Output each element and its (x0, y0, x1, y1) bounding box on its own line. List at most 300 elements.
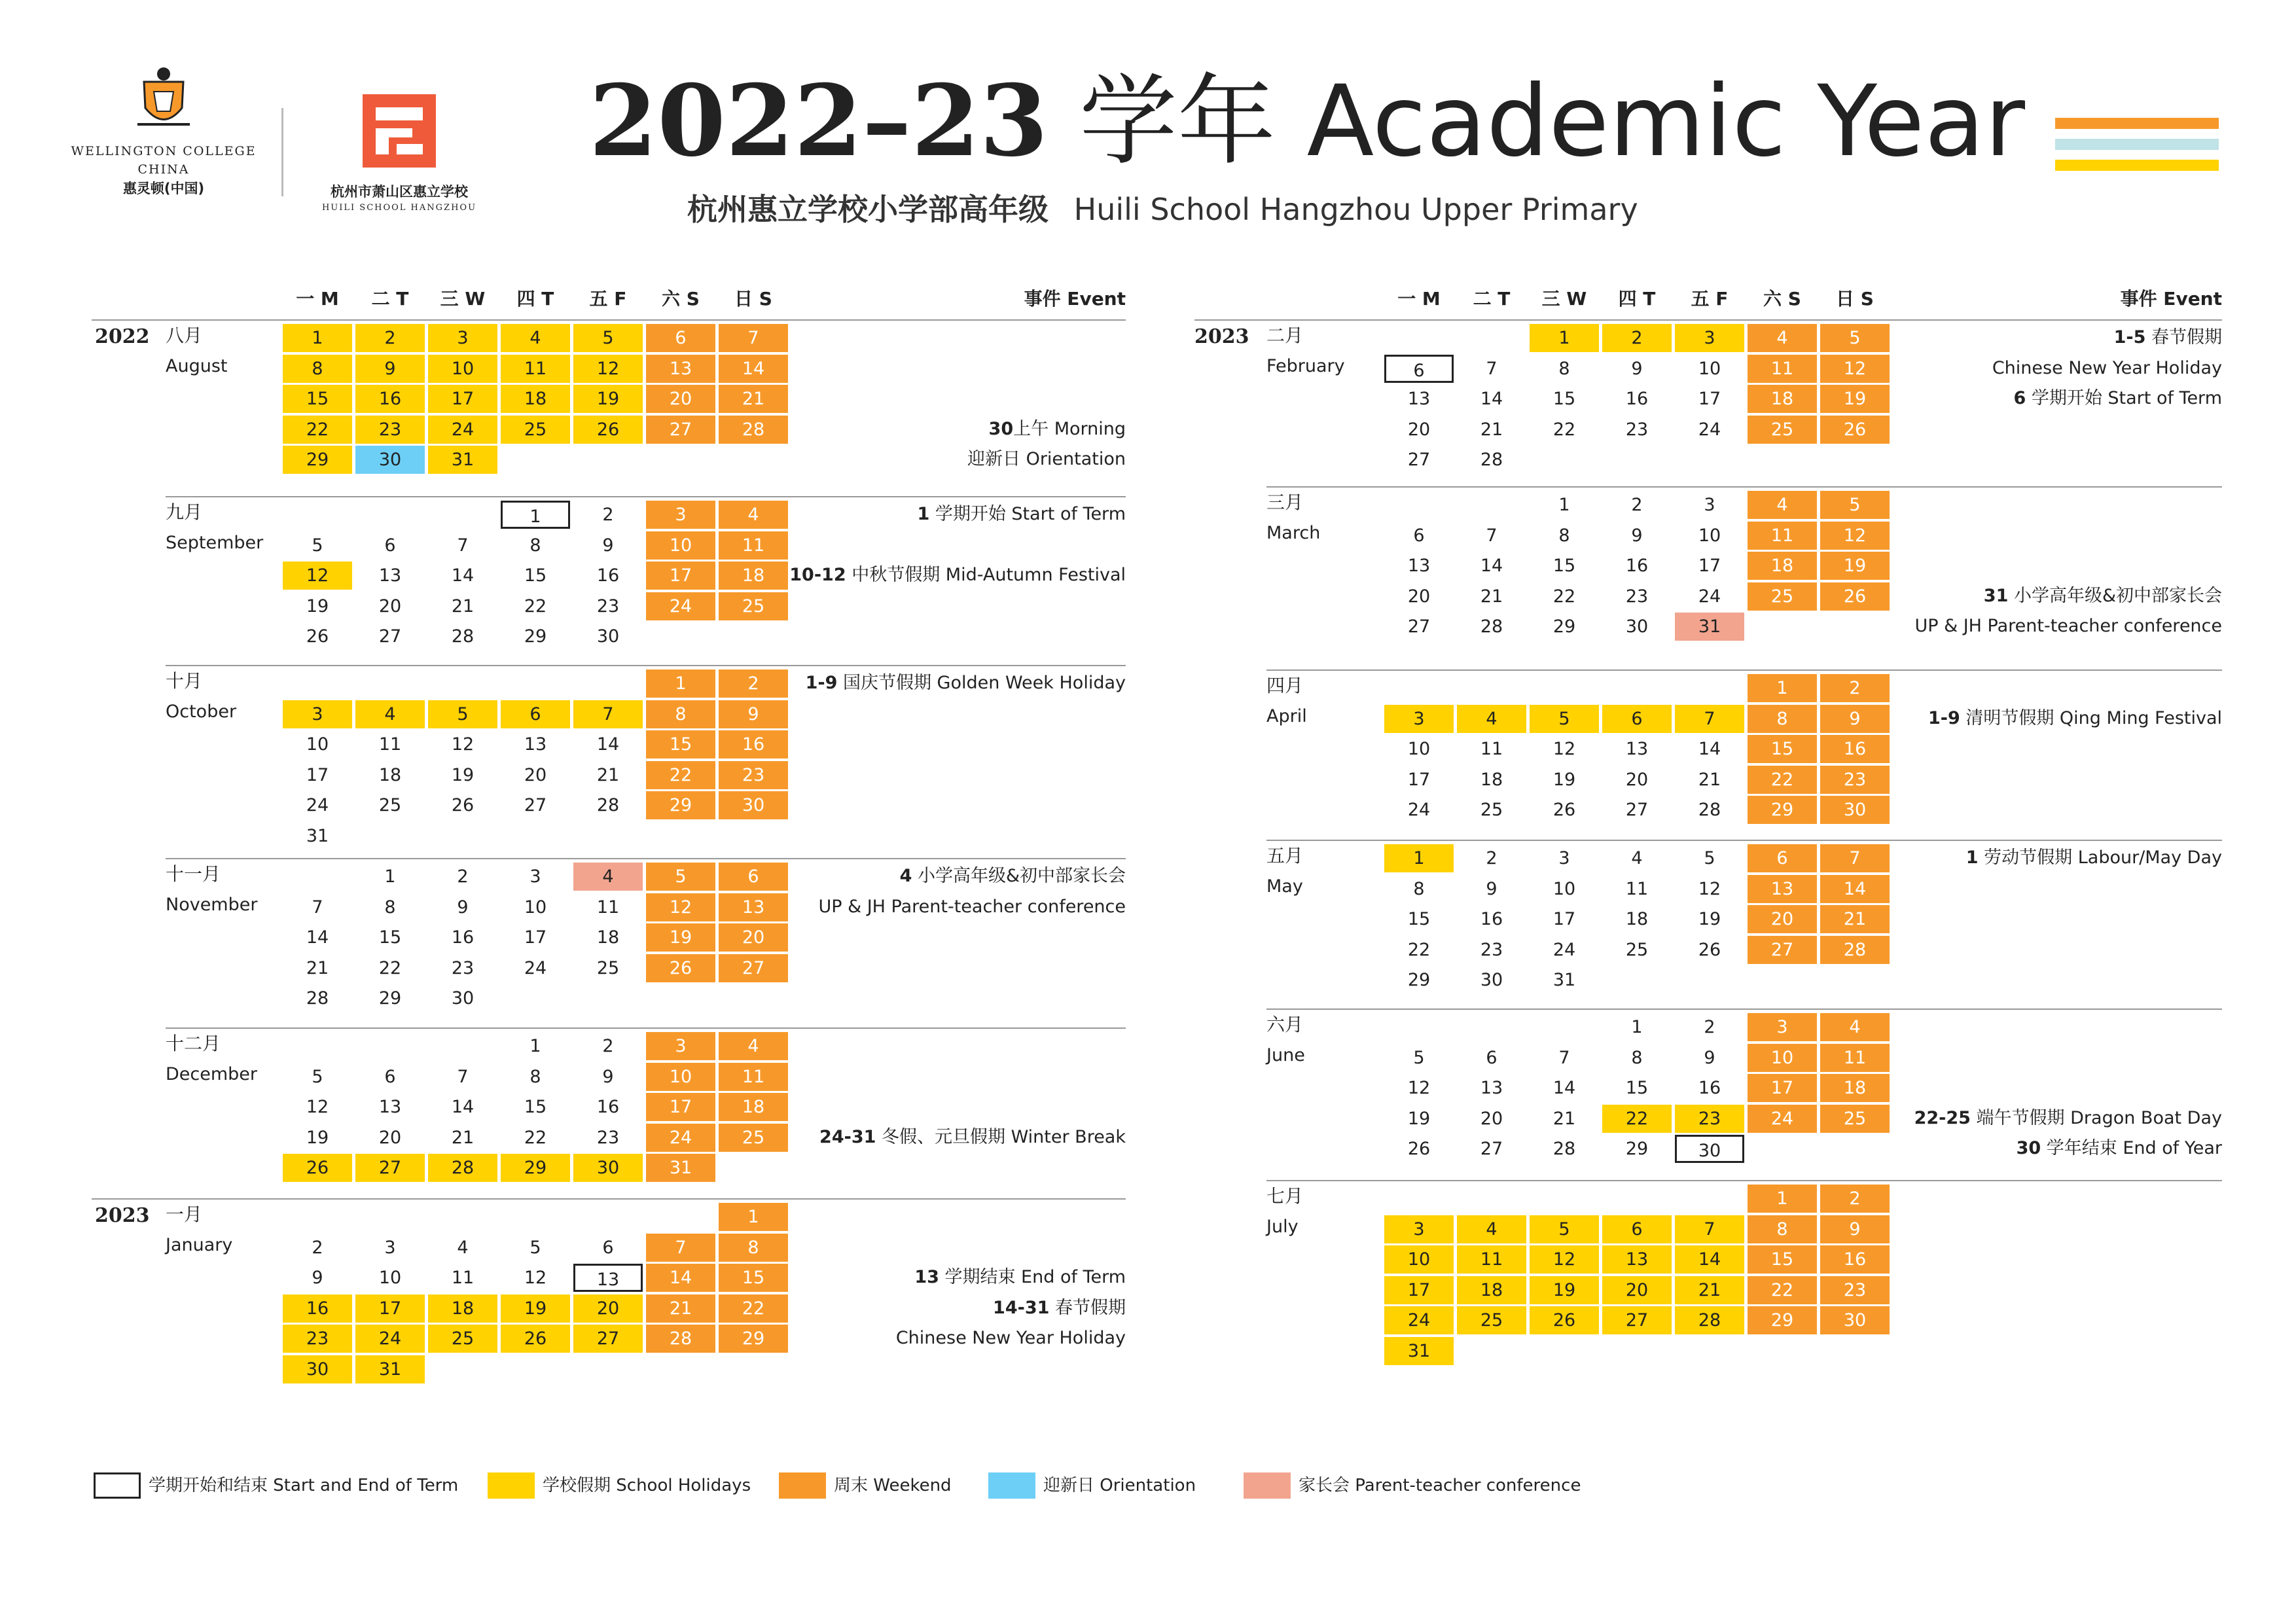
month-name-cn: 十一月 (166, 863, 221, 885)
day-cell: 30 (283, 1355, 352, 1383)
day-cell: 27 (524, 795, 547, 815)
day-cell: 29 (501, 1154, 570, 1182)
event-note (733, 1293, 1126, 1323)
day-cell: 2 (355, 324, 425, 352)
day-cell: 7 (1675, 705, 1744, 733)
day-cell: 22 (646, 761, 715, 789)
day-cell: 11 (1820, 1044, 1890, 1072)
day-cell: 1 (1748, 1185, 1817, 1213)
day-cell: 27 (1407, 450, 1431, 470)
decor-stripe-blue (2055, 139, 2219, 150)
month-name-cn: 五月 (1266, 845, 1304, 866)
day-cell: 6 (646, 324, 715, 352)
event-date: 24-31 (819, 1126, 876, 1147)
day-cell: 7 (1558, 1047, 1570, 1068)
day-cell: 29 (1625, 1139, 1649, 1159)
day-cell: 23 (719, 761, 788, 789)
month-separator (166, 1027, 1126, 1029)
day-cell: 11 (1480, 739, 1503, 759)
day-cell: 19 (1820, 552, 1890, 580)
subtitle-cn: 杭州惠立学校小学部高年级 (687, 192, 1049, 227)
day-cell: 13 (378, 1097, 402, 1117)
event-column-header: 事件 Event (2120, 288, 2222, 310)
day-cell: 13 (646, 355, 715, 383)
event-date: 30 (2016, 1138, 2041, 1158)
day-cell: 5 (1820, 491, 1890, 519)
month-separator (92, 1198, 1126, 1200)
event-date: 31 (1983, 585, 2009, 606)
day-cell: 24 (1748, 1105, 1817, 1133)
day-cell: 18 (1748, 552, 1817, 580)
day-cell: 30 (1675, 1135, 1744, 1163)
day-cell: 21 (1675, 1276, 1744, 1304)
day-cell: 3 (1558, 848, 1570, 868)
day-cell: 21 (719, 385, 788, 413)
weekday-header: 一 M (296, 288, 339, 310)
day-cell: 9 (602, 535, 614, 556)
day-cell: 17 (306, 764, 329, 785)
day-cell: 5 (529, 1237, 541, 1258)
day-cell: 30 (719, 791, 788, 819)
day-cell: 17 (1407, 769, 1431, 790)
day-cell: 17 (1748, 1074, 1817, 1102)
day-cell: 19 (1820, 385, 1890, 413)
month-separator (1194, 319, 2222, 321)
day-cell: 10 (1698, 358, 1721, 379)
event-date: 13 (914, 1267, 939, 1287)
day-cell: 26 (306, 626, 329, 647)
month-name-en: June (1266, 1045, 1305, 1065)
day-cell: 14 (1698, 739, 1721, 759)
day-cell: 23 (1820, 766, 1890, 794)
huili-cn-name: 杭州市萧山区惠立学校 (331, 184, 468, 200)
day-cell: 6 (602, 1237, 614, 1258)
event-text: 中秋节假期 Mid-Autumn Festival (846, 565, 1126, 585)
day-cell: 4 (501, 324, 570, 352)
month-name-en: August (166, 356, 228, 376)
event-note (1829, 1133, 2222, 1164)
day-cell: 17 (428, 385, 497, 413)
day-cell: 20 (378, 1127, 402, 1148)
day-cell: 20 (524, 764, 547, 785)
event-column-header: 事件 Event (1024, 288, 1126, 310)
day-cell: 17 (1698, 556, 1721, 576)
wellington-cn-name: 惠灵顿(中国) (122, 181, 205, 196)
month-name-cn: 一月 (166, 1204, 203, 1225)
day-cell: 19 (306, 596, 329, 616)
day-cell: 26 (1552, 800, 1576, 820)
day-cell: 23 (283, 1325, 352, 1353)
day-cell: 8 (1413, 878, 1425, 899)
day-cell: 1 (501, 501, 570, 529)
event-date: 4 (899, 866, 912, 886)
day-cell: 5 (1704, 848, 1715, 868)
day-cell: 12 (1530, 1245, 1599, 1274)
day-cell: 27 (1625, 800, 1649, 820)
day-cell: 26 (1407, 1139, 1431, 1159)
day-cell: 13 (1480, 1078, 1503, 1098)
day-cell: 28 (1480, 616, 1503, 637)
event-text: 端午节假期 Dragon Boat Day (1970, 1107, 2222, 1128)
day-cell: 1 (1384, 844, 1454, 872)
wellington-college-logo (65, 62, 262, 219)
day-cell: 30 (1625, 616, 1649, 637)
huili-en-name: HUILI SCHOOL HANGZHOU (321, 203, 477, 213)
day-cell: 20 (1407, 586, 1431, 607)
day-cell: 15 (524, 565, 547, 586)
day-cell: 31 (1384, 1337, 1454, 1365)
day-cell: 24 (646, 592, 715, 620)
day-cell: 28 (719, 416, 788, 444)
day-cell: 11 (1748, 355, 1817, 383)
month-separator (166, 496, 1126, 497)
month-separator (1266, 669, 2222, 671)
month-name-en: December (166, 1064, 258, 1084)
month-name-en: November (166, 895, 258, 915)
day-cell: 14 (1675, 1245, 1744, 1274)
event-note (733, 414, 1126, 444)
day-cell: 18 (1748, 385, 1817, 413)
day-cell: 14 (1480, 389, 1503, 409)
weekday-header: 三 W (1541, 288, 1587, 310)
day-cell: 19 (1530, 1276, 1599, 1304)
weekday-header: 日 S (734, 288, 772, 310)
day-cell: 5 (573, 324, 643, 352)
event-text: 迎新日 Orientation (967, 449, 1126, 469)
day-cell: 26 (451, 795, 475, 815)
day-cell: 3 (646, 1032, 715, 1060)
day-cell: 24 (1698, 419, 1721, 440)
event-date: 1-5 (2113, 327, 2146, 348)
day-cell: 16 (1625, 556, 1649, 576)
day-cell: 8 (529, 1066, 541, 1087)
day-cell: 23 (596, 1127, 620, 1148)
day-cell: 12 (1820, 355, 1890, 383)
month-name-en: February (1266, 356, 1345, 376)
day-cell: 24 (1698, 586, 1721, 607)
day-cell: 8 (384, 897, 396, 918)
day-cell: 23 (1625, 586, 1649, 607)
day-cell: 26 (283, 1154, 352, 1182)
day-cell: 24 (355, 1325, 425, 1353)
day-cell: 24 (524, 957, 547, 978)
day-cell: 20 (719, 923, 788, 952)
day-cell: 28 (596, 795, 620, 815)
day-cell: 24 (306, 795, 329, 815)
event-note (733, 892, 1126, 922)
event-note (1829, 611, 2222, 641)
day-cell: 21 (306, 957, 329, 978)
weekday-header: 四 T (1618, 288, 1656, 310)
event-text: UP & JH Parent-teacher conference (818, 896, 1126, 917)
day-cell: 6 (384, 535, 396, 556)
day-cell: 16 (1625, 389, 1649, 409)
day-cell: 15 (1552, 556, 1576, 576)
day-cell: 18 (1625, 909, 1649, 929)
logo-divider (281, 108, 283, 196)
event-text: UP & JH Parent-teacher conference (1914, 616, 2222, 636)
day-cell: 8 (1631, 1047, 1643, 1068)
event-note (733, 861, 1126, 891)
event-note (733, 444, 1126, 474)
event-text: 小学高年级&初中部家长会 (912, 866, 1126, 886)
day-cell: 28 (1552, 1139, 1576, 1159)
day-cell: 26 (1820, 416, 1890, 444)
day-cell: 10 (1698, 525, 1721, 546)
day-cell: 1 (719, 1203, 788, 1231)
day-cell: 19 (646, 923, 715, 952)
day-cell: 7 (457, 535, 469, 556)
legend-swatch-term (94, 1472, 141, 1499)
day-cell: 22 (524, 1127, 547, 1148)
day-cell: 31 (646, 1154, 715, 1182)
day-cell: 6 (1602, 705, 1672, 733)
day-cell: 29 (1748, 1306, 1817, 1334)
day-cell: 2 (457, 866, 469, 887)
weekday-header: 四 T (516, 288, 554, 310)
day-cell: 6 (1748, 844, 1817, 872)
day-cell: 30 (573, 1154, 643, 1182)
day-cell: 29 (719, 1325, 788, 1353)
day-cell: 21 (1698, 769, 1721, 790)
legend-label: 周末 Weekend (834, 1476, 952, 1495)
year-label: 2023 (95, 1204, 150, 1227)
day-cell: 2 (1602, 324, 1672, 352)
day-cell: 12 (573, 355, 643, 383)
day-cell: 5 (1820, 324, 1890, 352)
day-cell: 15 (719, 1264, 788, 1292)
day-cell: 11 (451, 1268, 475, 1288)
day-cell: 23 (596, 596, 620, 616)
day-cell: 24 (646, 1124, 715, 1152)
day-cell: 26 (501, 1325, 570, 1353)
day-cell: 3 (428, 324, 497, 352)
month-separator (1266, 840, 2222, 841)
title-cn: 学年 (1079, 65, 1276, 179)
day-cell: 21 (451, 1127, 475, 1148)
event-note (1829, 323, 2222, 353)
day-cell: 10 (1384, 1245, 1454, 1274)
day-cell: 2 (1704, 1017, 1715, 1037)
day-cell: 4 (1748, 324, 1817, 352)
month-separator (1266, 1008, 2222, 1010)
day-cell: 25 (501, 416, 570, 444)
month-name-en: September (166, 533, 264, 553)
day-cell: 2 (719, 669, 788, 698)
day-cell: 23 (355, 416, 425, 444)
event-note (733, 1323, 1126, 1353)
weekday-header: 五 F (1691, 288, 1729, 310)
day-cell: 22 (524, 596, 547, 616)
day-cell: 10 (1407, 739, 1431, 759)
day-cell: 17 (1698, 389, 1721, 409)
event-date: 22-25 (1914, 1107, 1971, 1128)
day-cell: 25 (719, 592, 788, 620)
day-cell: 25 (1480, 800, 1503, 820)
decor-stripe-orange (2055, 118, 2219, 129)
event-date: 10-12 (789, 565, 846, 585)
event-text: 学期结束 End of Term (939, 1267, 1126, 1287)
weekday-header: 三 W (440, 288, 486, 310)
day-cell: 31 (428, 446, 497, 474)
month-separator (166, 665, 1126, 666)
month-name-cn: 十月 (166, 670, 203, 692)
day-cell: 16 (1820, 735, 1890, 763)
day-cell: 8 (646, 700, 715, 728)
day-cell: 5 (312, 535, 323, 556)
day-cell: 8 (719, 1234, 788, 1262)
event-date: 6 (2013, 388, 2026, 408)
event-text: 春节假期 (2145, 327, 2222, 348)
day-cell: 23 (1625, 419, 1649, 440)
subtitle-en: Huili School Hangzhou Upper Primary (1073, 192, 1638, 227)
day-cell: 10 (306, 734, 329, 755)
day-cell: 15 (1748, 1245, 1817, 1274)
day-cell: 10 (1552, 878, 1576, 899)
day-cell: 15 (1625, 1078, 1649, 1098)
day-cell: 16 (1698, 1078, 1721, 1098)
day-cell: 18 (1820, 1074, 1890, 1102)
day-cell: 16 (355, 385, 425, 413)
day-cell: 7 (312, 897, 323, 918)
day-cell: 9 (1704, 1047, 1715, 1068)
event-text: 劳动节假期 Labour/May Day (1978, 847, 2222, 868)
day-cell: 5 (646, 863, 715, 891)
wellington-name: WELLINGTON COLLEGE (71, 144, 257, 158)
day-cell: 12 (1552, 739, 1576, 759)
event-text: Chinese New Year Holiday (895, 1328, 1126, 1348)
day-cell: 4 (457, 1237, 469, 1258)
day-cell: 27 (378, 626, 402, 647)
day-cell: 7 (1675, 1215, 1744, 1243)
day-cell: 9 (1631, 525, 1643, 546)
weekday-header: 二 T (371, 288, 409, 310)
day-cell: 6 (719, 863, 788, 891)
day-cell: 4 (355, 700, 425, 728)
day-cell: 15 (1748, 735, 1817, 763)
day-cell: 12 (1820, 522, 1890, 550)
day-cell: 1 (529, 1036, 541, 1056)
day-cell: 19 (573, 385, 643, 413)
day-cell: 29 (524, 626, 547, 647)
day-cell: 6 (1384, 355, 1454, 383)
title-year: 2022–23 (589, 63, 1049, 179)
day-cell: 9 (1631, 358, 1643, 379)
day-cell: 7 (1486, 525, 1498, 546)
event-note (733, 560, 1126, 590)
day-cell: 29 (283, 446, 352, 474)
day-cell: 8 (529, 535, 541, 556)
day-cell: 5 (1530, 1215, 1599, 1243)
day-cell: 18 (1457, 1276, 1526, 1304)
day-cell: 2 (1820, 1185, 1890, 1213)
year-label: 2022 (95, 325, 150, 348)
day-cell: 22 (1748, 1276, 1817, 1304)
day-cell: 29 (1407, 970, 1431, 990)
day-cell: 15 (1552, 389, 1576, 409)
day-cell: 12 (1698, 878, 1721, 899)
day-cell: 26 (573, 416, 643, 444)
legend-label: 学期开始和结束 Start and End of Term (149, 1476, 459, 1495)
day-cell: 29 (378, 988, 402, 1008)
day-cell: 1 (1530, 324, 1599, 352)
day-cell: 11 (378, 734, 402, 755)
day-cell: 7 (719, 324, 788, 352)
legend-label: 学校假期 School Holidays (543, 1476, 751, 1495)
day-cell: 4 (1457, 1215, 1526, 1243)
month-name-en: January (166, 1235, 233, 1255)
day-cell: 25 (1625, 939, 1649, 960)
day-cell: 10 (646, 1063, 715, 1091)
day-cell: 3 (1748, 1013, 1817, 1041)
day-cell: 18 (719, 562, 788, 590)
event-text: Chinese New Year Holiday (1992, 357, 2222, 378)
day-cell: 11 (719, 1063, 788, 1091)
day-cell: 9 (457, 897, 469, 918)
day-cell: 2 (602, 1036, 614, 1056)
day-cell: 5 (1413, 1047, 1425, 1068)
day-cell: 10 (646, 531, 715, 560)
day-cell: 26 (646, 954, 715, 982)
day-cell: 20 (1407, 419, 1431, 440)
day-cell: 30 (451, 988, 475, 1008)
day-cell: 11 (501, 355, 570, 383)
day-cell: 2 (312, 1237, 323, 1258)
day-cell: 3 (529, 866, 541, 887)
day-cell: 6 (1486, 1047, 1498, 1068)
day-cell: 22 (1552, 586, 1576, 607)
month-name-cn: 四月 (1266, 675, 1304, 696)
event-text: 冬假、元旦假期 Winter Break (876, 1126, 1126, 1147)
month-name-cn: 十二月 (166, 1033, 221, 1054)
day-cell: 28 (451, 626, 475, 647)
day-cell: 25 (1748, 582, 1817, 611)
month-name-cn: 九月 (166, 501, 203, 523)
day-cell: 6 (1602, 1215, 1672, 1243)
day-cell: 14 (1480, 556, 1503, 576)
day-cell: 25 (1820, 1105, 1890, 1133)
event-note (733, 668, 1126, 698)
event-text: 学年结束 End of Year (2041, 1138, 2222, 1158)
day-cell: 21 (451, 596, 475, 616)
day-cell: 9 (1820, 1215, 1890, 1243)
day-cell: 6 (384, 1066, 396, 1087)
event-note (733, 499, 1126, 529)
day-cell: 25 (378, 795, 402, 815)
day-cell: 20 (646, 385, 715, 413)
day-cell: 31 (306, 825, 329, 846)
day-cell: 1 (283, 324, 352, 352)
event-note (733, 1122, 1126, 1152)
month-separator (166, 858, 1126, 859)
day-cell: 28 (1820, 936, 1890, 964)
day-cell: 19 (451, 764, 475, 785)
day-cell: 30 (596, 626, 620, 647)
day-cell: 7 (573, 700, 643, 728)
day-cell: 6 (1413, 525, 1425, 546)
day-cell: 10 (428, 355, 497, 383)
day-cell: 12 (283, 562, 352, 590)
day-cell: 25 (428, 1325, 497, 1353)
legend-swatch-wkd (779, 1472, 826, 1499)
month-name-cn: 八月 (166, 325, 203, 346)
day-cell: 21 (1480, 586, 1503, 607)
day-cell: 23 (1675, 1105, 1744, 1133)
day-cell: 16 (596, 1097, 620, 1117)
day-cell: 9 (312, 1268, 323, 1288)
month-separator (1266, 1180, 2222, 1181)
day-cell: 22 (719, 1294, 788, 1323)
